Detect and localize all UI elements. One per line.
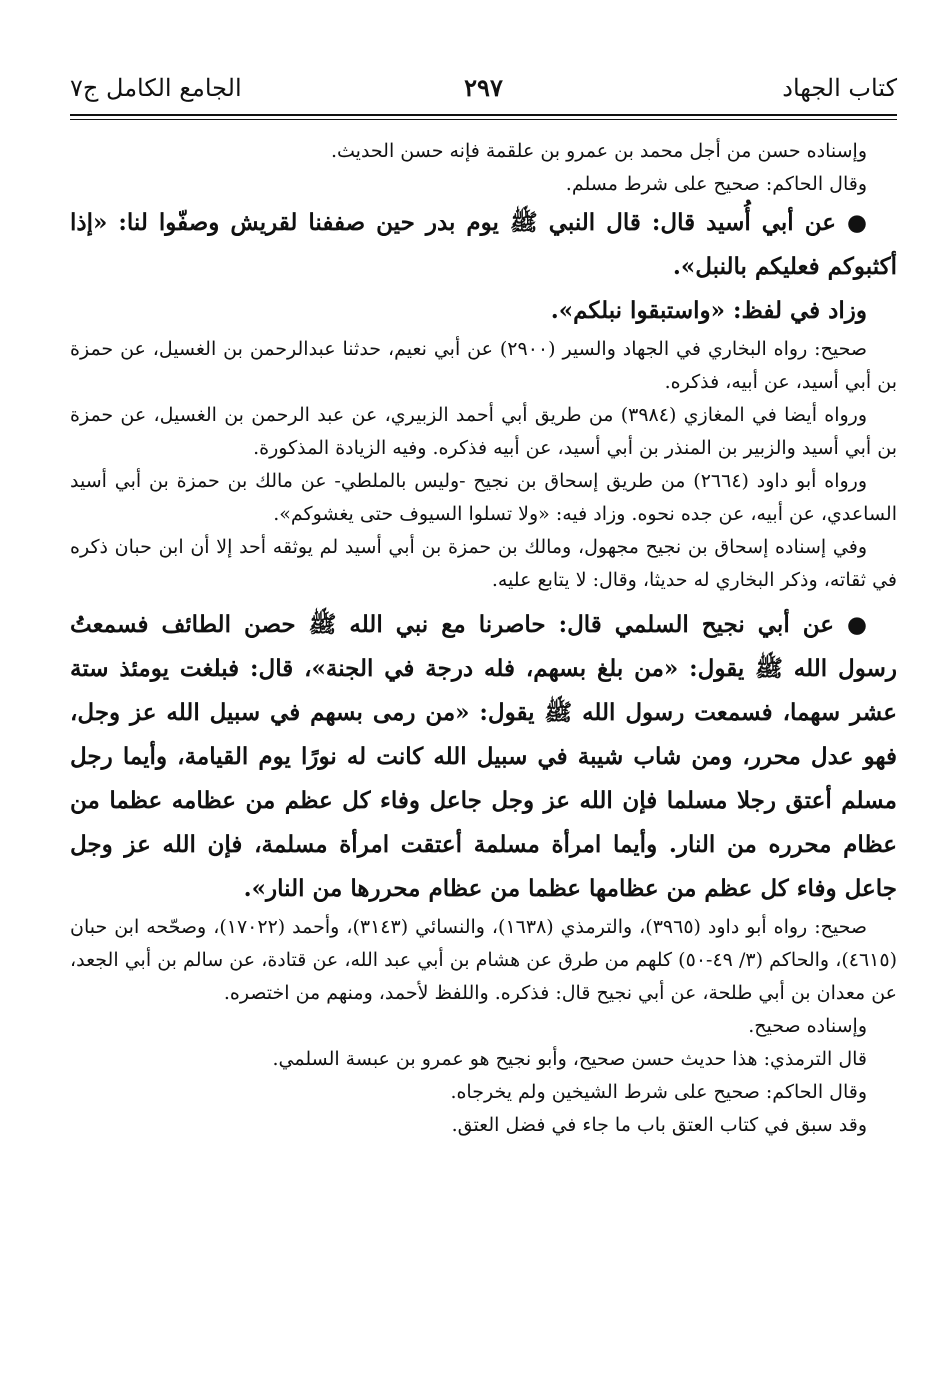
cross-reference: وقد سبق في كتاب العتق باب ما جاء في فضل العتق. xyxy=(451,1114,867,1136)
takhrij-5: صحيح: رواه أبو داود (٣٩٦٥)، والترمذي (١٦٣٨)، والنسائي (٣١٤٣)، وأحمد (١٧٠٢٢)، وصحّحه ابن حبان (٤٦١٥)، والحاكم (٣/ ٤٩-٥٠) كلهم من طرق عن هشام بن أبي عبد الله، عن قتادة، عن سالم بن أبي الجعد، عن معدان بن أبي طلحة، عن أبي نجيح قال: فذكره. واللفظ لأحمد، ومنهم من اختصره. xyxy=(70,916,898,1004)
header-rule-thin xyxy=(70,119,897,120)
paragraph-1: وإسناده حسن من أجل محمد بن عمرو بن علقمة فإنه حسن الحديث. xyxy=(330,140,867,162)
paragraph-2: وقال الحاكم: صحيح على شرط مسلم. xyxy=(565,173,867,195)
header-rule-thick xyxy=(70,114,897,116)
book-title: الجامع الكامل ج٧ xyxy=(70,74,242,102)
tirmidhi-note: قال الترمذي: هذا حديث حسن صحيح، وأبو نجيح هو عمرو بن عبسة السلمي. xyxy=(272,1048,867,1070)
isnad-note: وإسناده صحيح. xyxy=(748,1015,867,1037)
hadith-1-addition: وزاد في لفظ: «واستبقوا نبلكم». xyxy=(550,297,867,324)
takhrij-2: ورواه أيضا في المغازي (٣٩٨٤) من طريق أبي أحمد الزبيري، عن عبد الرحمن بن الغسيل، عن حمزة بن أبي أسيد والزبير بن المنذر بن أبي أسيد، عن أبيه فذكره. وفيه الزيادة المذكورة. xyxy=(70,404,897,459)
hakim-note: وقال الحاكم: صحيح على شرط الشيخين ولم يخرجاه. xyxy=(450,1081,867,1103)
chapter-title: كتاب الجهاد xyxy=(782,74,897,102)
takhrij-3: ورواه أبو داود (٢٦٦٤) من طريق إسحاق بن نجيح -وليس بالملطي- عن مالك بن حمزة بن أبي أسيد الساعدي، عن أبيه، عن جده نحوه. وزاد فيه: «ولا تسلوا السيوف حتى يغشوكم». xyxy=(70,470,897,525)
takhrij-1: صحيح: رواه البخاري في الجهاد والسير (٢٩٠٠) عن أبي نعيم، حدثنا عبدالرحمن بن الغسيل، عن حمزة بن أبي أسيد، عن أبيه، فذكره. xyxy=(70,338,897,393)
hadith-2: ● عن أبي نجيح السلمي قال: حاصرنا مع نبي الله ﷺ حصن الطائف فسمعتُ رسول الله ﷺ يقول: «من بلغ بسهم، فله درجة في الجنة»، قال: فبلغت يومئذ ستة عشر سهما، فسمعت رسول الله ﷺ يقول: «من رمى بسهم في سبيل الله عز وجل، فهو عدل محرر، ومن شاب شيبة في سبيل الله كانت له نورًا يوم القيامة، وأيما رجل مسلم أعتق رجلا مسلما فإن الله عز وجل جاعل وفاء كل عظم من عظامه عظما من عظام محرره من النار. وأيما امرأة مسلمة أعتقت امرأة مسلمة، فإن الله عز وجل جاعل وفاء كل عظم من عظامها عظما من عظام محررها من النار». xyxy=(70,611,897,902)
page-number: ٢٩٧ xyxy=(464,73,503,102)
takhrij-4: وفي إسناده إسحاق بن نجيح مجهول، ومالك بن حمزة بن أبي أسيد لم يوثقه أحد إلا أن ابن حبان ذكره في ثقاته، وذكر البخاري له حديثا، وقال: لا يتابع عليه. xyxy=(70,536,897,591)
hadith-1: ● عن أبي أُسيد قال: قال النبي ﷺ يوم بدر حين صففنا لقريش وصفّوا لنا: «إذا أكثبوكم فعليكم بالنبل». xyxy=(70,209,897,280)
running-header xyxy=(70,62,897,102)
page-body xyxy=(70,135,897,1142)
